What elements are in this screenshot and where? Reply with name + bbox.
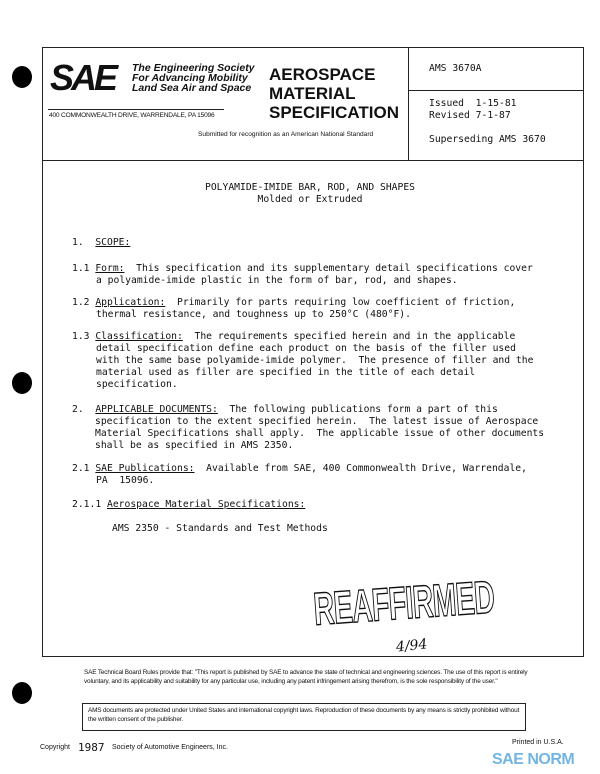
copyright-notice-box: [82, 703, 526, 731]
copyright-org: Society of Automotive Engineers, Inc.: [112, 744, 228, 751]
section-heading: APPLICABLE DOCUMENTS:: [95, 404, 218, 415]
copyright-notice: AMS documents are protected under United States and international copyright laws. Reproduction of these documents by any means is strictly prohibited without the written consent of the publisher.: [88, 707, 520, 723]
address-rule: [48, 109, 224, 110]
text-line: detail specification define each product on the basis of the filler used: [96, 343, 516, 354]
section-1-2: [72, 297, 515, 309]
punch-hole: [12, 372, 32, 394]
printed-in: Printed in U.S.A.: [512, 739, 564, 746]
section-number: 1.3: [72, 331, 90, 342]
section-heading: Classification:: [95, 331, 183, 342]
section-2-1: [72, 463, 527, 475]
doc-type-line: SPECIFICATION: [269, 103, 400, 122]
text-line: The requirements specified herein and in the applicable: [182, 331, 516, 342]
superseding: Superseding AMS 3670: [429, 134, 546, 145]
text-line: PA 15096.: [96, 475, 155, 486]
text-line: The following publications form a part of this: [217, 404, 498, 415]
reference-ams-2350: AMS 2350 - Standards and Test Methods: [112, 523, 328, 534]
section-heading: SAE Publications:: [95, 463, 195, 474]
text-line: Primarily for parts requiring low coefficient of friction,: [165, 297, 516, 308]
address: 400 COMMONWEALTH DRIVE, WARRENDALE, PA 15096: [49, 112, 215, 119]
sae-logo: SAE: [50, 57, 116, 98]
doc-subtitle: Molded or Extruded: [257, 194, 363, 205]
text-line: This specification and its supplementary detail specifications cover: [124, 263, 533, 274]
section-number: 1.2: [72, 297, 90, 308]
punch-hole: [12, 682, 32, 704]
technical-board-rules: SAE Technical Board Rules provide that: "This report is published by SAE to advance the state of technical and engineering sciences. The use of this report is entirely voluntary, and its applicability and suitability for any particular use, including any patent infringement arising therefrom, is the sole responsibility of the user.": [84, 669, 528, 685]
sae-tagline: [132, 63, 255, 93]
doc-type-line: MATERIAL: [269, 84, 356, 103]
header-row-divider: [408, 90, 584, 91]
text-line: specification to the extent specified herein. The latest issue of Aerospace: [95, 416, 539, 427]
section-1-3: [72, 331, 515, 343]
section-heading: Aerospace Material Specifications:: [107, 499, 306, 510]
section-heading: Application:: [95, 297, 166, 308]
section-heading: Form:: [95, 263, 125, 274]
text-line: thermal resistance, and toughness up to 250°C (480°F).: [96, 309, 411, 320]
sae-norm-watermark: SAE NORM: [492, 751, 575, 768]
tagline-line: Land Sea Air and Space: [132, 82, 252, 94]
reaffirmed-stamp: REAFFIRMED: [311, 570, 496, 635]
section-number: 2.1: [72, 463, 90, 474]
doc-type-line: AEROSPACE: [269, 65, 376, 84]
tagline-line: For Advancing Mobility: [132, 72, 248, 84]
doc-type: [269, 65, 399, 122]
text-line: Available from SAE, 400 Commonwealth Drive, Warrendale,: [194, 463, 527, 474]
section-2: [72, 404, 498, 416]
section-number: 1.: [72, 237, 84, 248]
copyright-year: 1987: [78, 741, 105, 754]
doc-title: POLYAMIDE-IMIDE BAR, ROD, AND SHAPES: [205, 182, 415, 193]
section-number: 2.1.1: [72, 499, 102, 510]
section-2-1-1: [72, 499, 305, 511]
section-heading: SCOPE:: [95, 237, 131, 248]
text-line: shall be as specified in AMS 2350.: [95, 440, 294, 451]
text-line: specification.: [96, 379, 178, 390]
tagline-line: The Engineering Society: [132, 62, 255, 74]
section-1-1: [72, 263, 533, 275]
text-line: material used as filler are specified in the title of each detail: [96, 367, 476, 378]
header-divider: [42, 160, 584, 161]
issued-date: Issued 1-15-81: [429, 98, 517, 109]
section-number: 2.: [72, 404, 84, 415]
section-number: 1.1: [72, 263, 90, 274]
text-line: with the same base polyamide-imide polymer. The presence of filler and the: [96, 355, 534, 366]
ansi-note: Submitted for recognition as an American National Standard: [198, 131, 374, 138]
doc-number: AMS 3670A: [429, 63, 482, 74]
copyright-label: Copyright: [40, 744, 70, 751]
revised-date: Revised 7-1-87: [429, 110, 511, 121]
header-column-divider: [408, 47, 409, 160]
section-1: [72, 237, 130, 249]
text-line: Material Specifications shall apply. The applicable issue of other documents: [95, 428, 545, 439]
handwritten-date: 4/94: [395, 636, 429, 656]
punch-hole: [12, 66, 32, 88]
text-line: a polyamide-imide plastic in the form of bar, rod, and shapes.: [96, 275, 458, 286]
